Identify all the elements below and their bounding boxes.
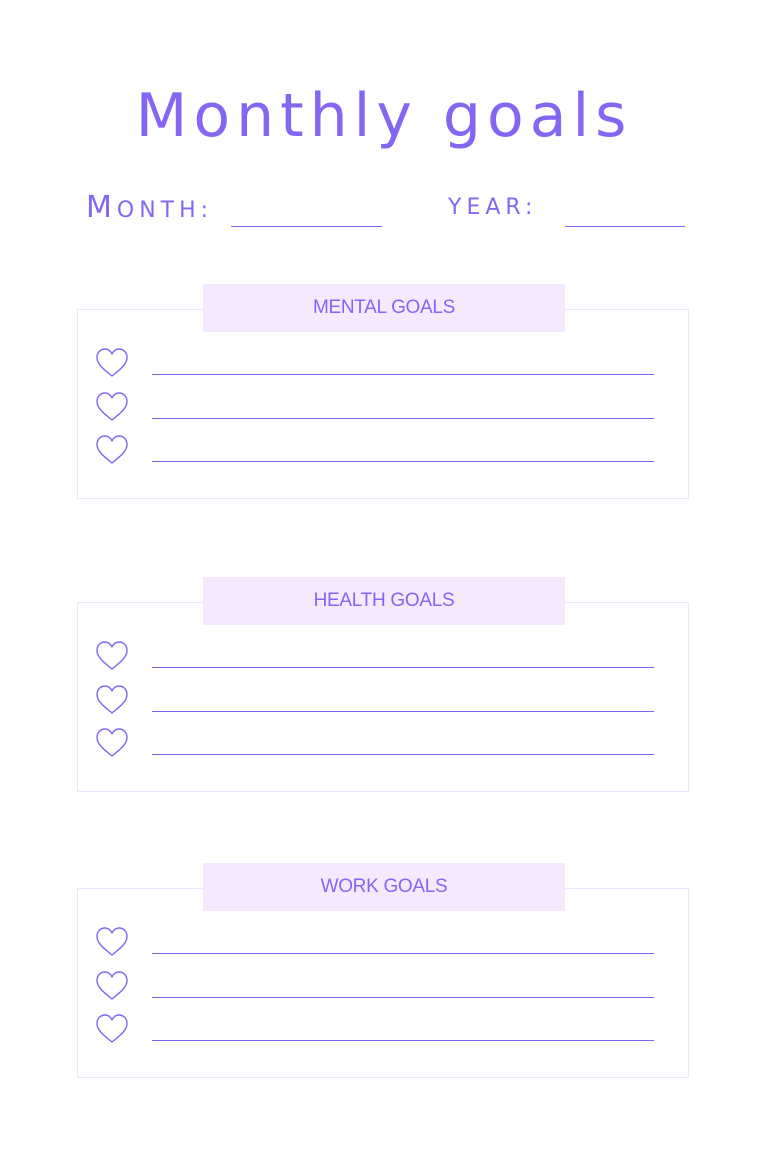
month-label (86, 190, 213, 229)
goal-row (95, 640, 655, 676)
goal-row (95, 391, 655, 427)
month-label-initial: M (86, 190, 117, 225)
goal-line[interactable] (152, 754, 654, 755)
goal-line[interactable] (152, 461, 654, 462)
goal-line[interactable] (152, 374, 654, 375)
heart-icon (95, 926, 129, 958)
goal-row (95, 727, 655, 763)
health-goals-box (77, 602, 689, 792)
heart-icon (95, 347, 129, 379)
goal-line[interactable] (152, 953, 654, 954)
goal-line[interactable] (152, 667, 654, 668)
heart-icon (95, 970, 129, 1002)
heart-icon (95, 684, 129, 716)
page-title: Monthly goals (135, 81, 633, 151)
goal-line[interactable] (152, 997, 654, 998)
goal-row (95, 926, 655, 962)
heart-icon (95, 727, 129, 759)
month-label-rest: ONTH: (116, 198, 214, 223)
heart-icon (95, 391, 129, 423)
health-goals-header: HEALTH GOALS (203, 577, 565, 625)
work-goals-header: WORK GOALS (203, 863, 565, 911)
heart-icon (95, 434, 129, 466)
heart-icon (95, 1013, 129, 1045)
goal-line[interactable] (152, 1040, 654, 1041)
month-field[interactable] (231, 226, 382, 227)
goal-row (95, 1013, 655, 1049)
heart-icon (95, 640, 129, 672)
work-goals-box (77, 888, 689, 1078)
goal-row (95, 970, 655, 1006)
mental-goals-box (77, 309, 689, 499)
mental-goals-header: MENTAL GOALS (203, 284, 565, 332)
goal-row (95, 684, 655, 720)
goal-row (95, 434, 655, 470)
goal-row (95, 347, 655, 383)
goal-line[interactable] (152, 711, 654, 712)
year-label: YEAR: (448, 195, 538, 220)
goal-line[interactable] (152, 418, 654, 419)
year-field[interactable] (565, 226, 685, 227)
